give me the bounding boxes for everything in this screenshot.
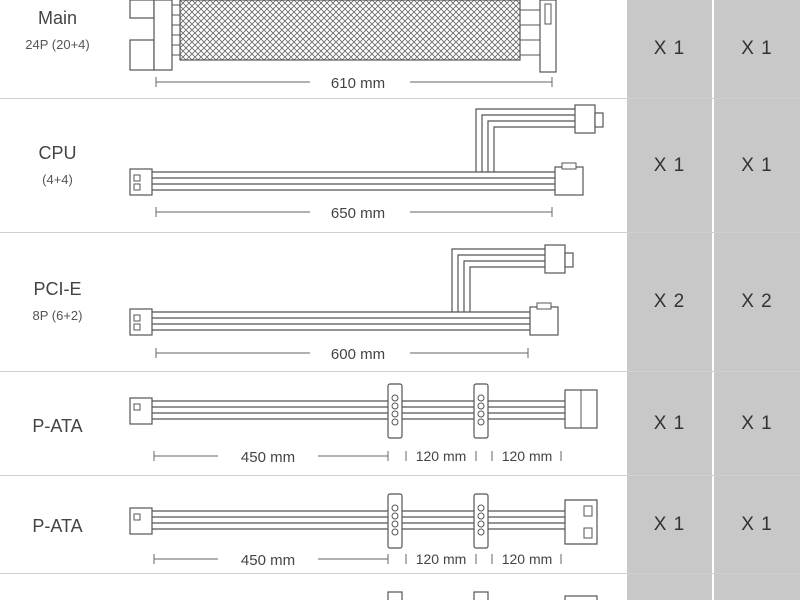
segment-length-label: 120 mm: [501, 448, 553, 464]
pcie-cable-diagram: [0, 233, 620, 371]
cable-name: P-ATA: [32, 416, 83, 436]
quantity-cell: X 1: [714, 0, 800, 98]
cable-row-pata: [0, 476, 800, 574]
quantity-cell: X 1: [627, 476, 712, 573]
quantity-cell: X 1: [714, 99, 800, 232]
quantity-cell: X 1: [627, 372, 712, 475]
cable-length-label: 600 mm: [330, 346, 386, 363]
cable-row-cpu: [0, 99, 800, 233]
segment-length-label: 120 mm: [415, 448, 467, 464]
quantity-cell: X 1: [714, 372, 800, 475]
cable-length-label: 450 mm: [240, 552, 296, 569]
segment-length-label: 120 mm: [415, 551, 467, 567]
cable-length-label: 450 mm: [240, 449, 296, 466]
pata-cable-diagram: [0, 476, 620, 573]
cable-row-partial: [0, 574, 800, 600]
cable-connector-spec: 24P (20+4): [25, 37, 90, 52]
cable-connector-spec: (4+4): [42, 172, 73, 187]
pata-cable-diagram: [0, 372, 620, 475]
quantity-cell: X 2: [714, 233, 800, 371]
quantity-cell: X 2: [627, 233, 712, 371]
cable-name: PCI-E: [33, 279, 82, 299]
main-cable-diagram: [0, 0, 620, 98]
quantity-cell: X 1: [627, 99, 712, 232]
cable-row-pata: [0, 372, 800, 476]
cable-row-pcie: [0, 233, 800, 372]
quantity-cell: X 1: [627, 0, 712, 98]
partial-cable-diagram: [0, 574, 620, 600]
cable-connector-spec: 8P (6+2): [32, 308, 83, 323]
cable-name: P-ATA: [32, 516, 83, 536]
quantity-cell: [714, 574, 800, 600]
cable-row-main: [0, 0, 800, 99]
cable-name: Main: [37, 8, 77, 28]
cable-length-label: 650 mm: [330, 205, 386, 222]
cable-name: CPU: [38, 143, 77, 163]
quantity-cell: [627, 574, 712, 600]
cable-length-label: 610 mm: [330, 75, 386, 92]
segment-length-label: 120 mm: [501, 551, 553, 567]
cpu-cable-diagram: [0, 99, 620, 232]
quantity-cell: X 1: [714, 476, 800, 573]
